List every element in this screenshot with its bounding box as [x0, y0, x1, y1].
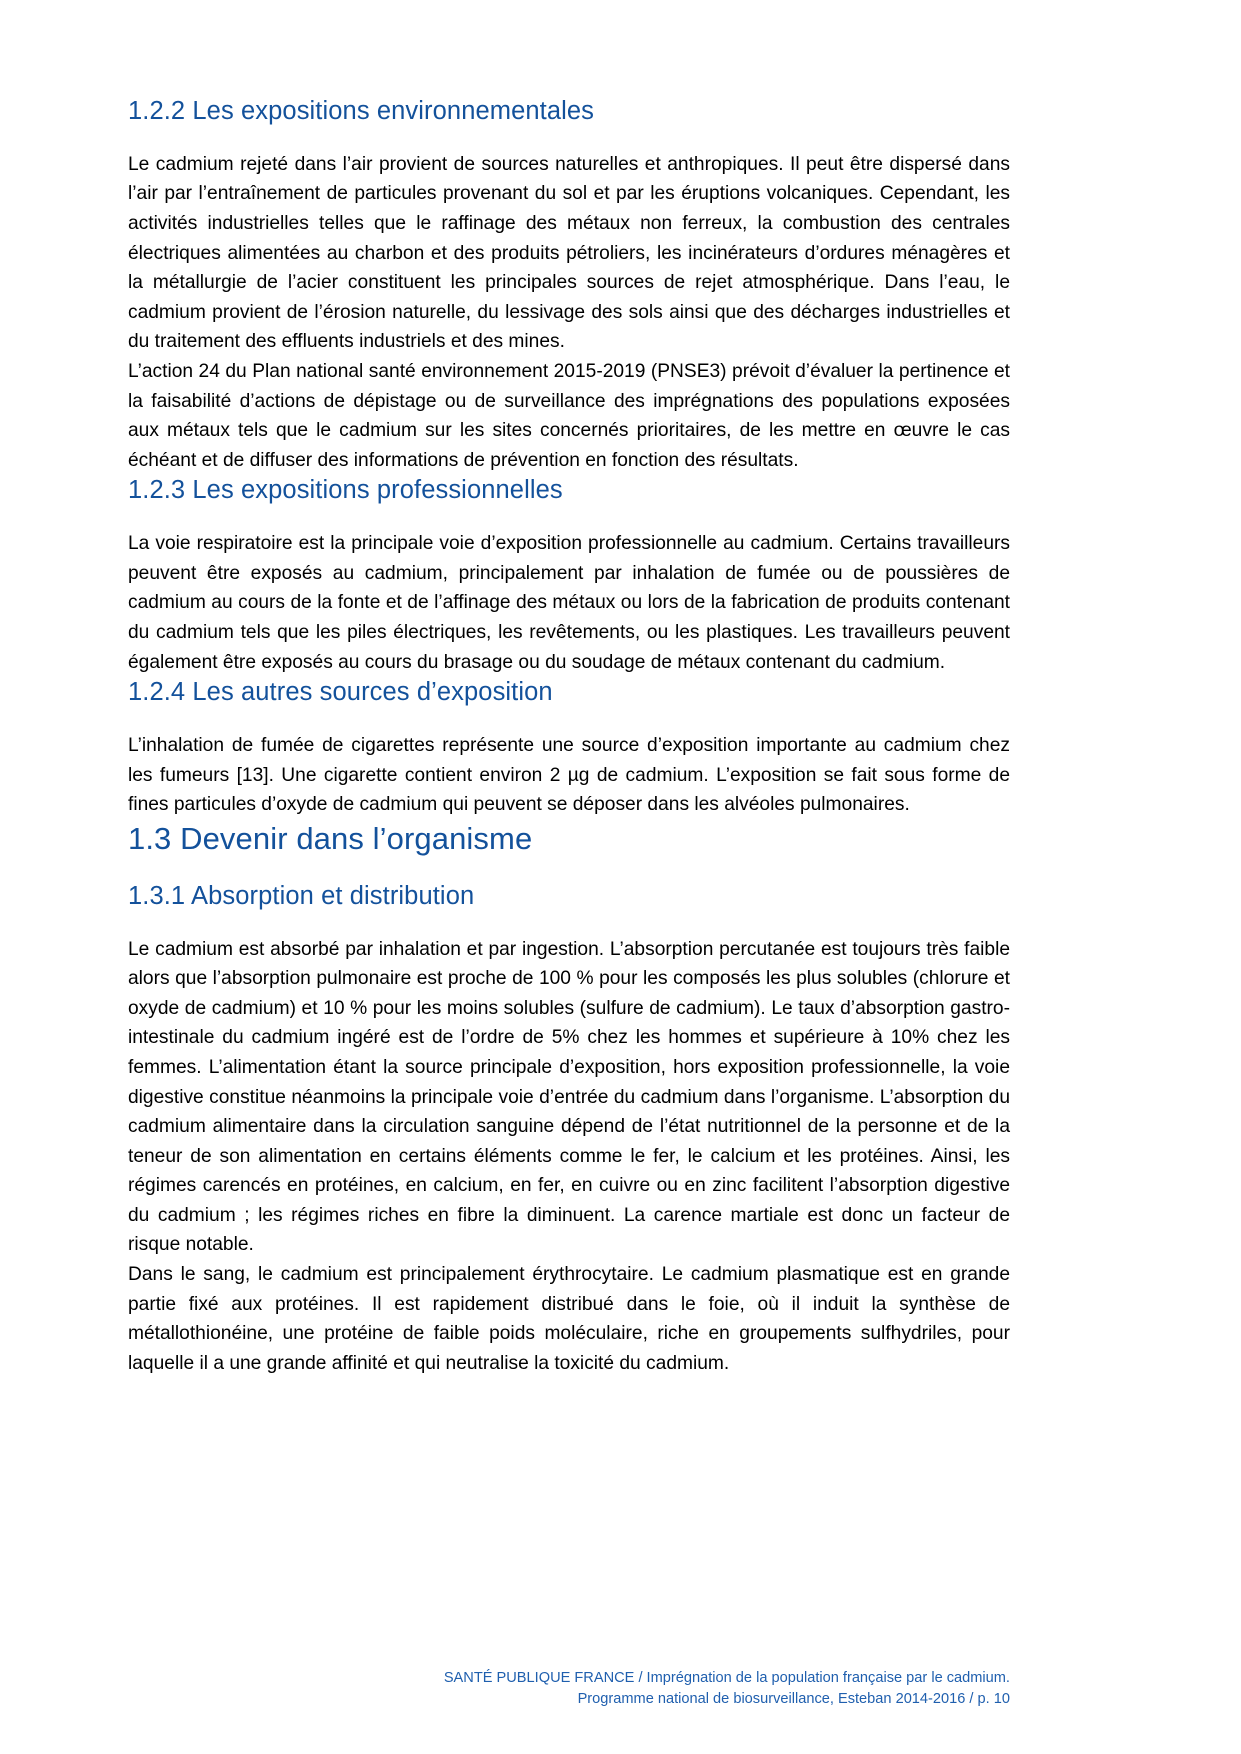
paragraph-122-2: L’action 24 du Plan national santé environnement 2015-2019 (PNSE3) prévoit d’évaluer la pertinence et la faisabilité d’actions de dépistage ou de surveillance des imprégnations des populations exposées aux métaux tels que le cadmium sur les sites concernés prioritaires, de les mettre en œuvre le cas échéant et de diffuser des informations de prévention en fonction des résultats. [128, 361, 1010, 471]
paragraph-122-1: Le cadmium rejeté dans l’air provient de sources naturelles et anthropiques. Il peut être dispersé dans l’air par l’entraînement de particules provenant du sol et par les éruptions volcaniques. Cependant, les activités industrielles telles que le raffinage des métaux non ferreux, la combustion des centrales électriques alimentées au charbon et des produits pétroliers, les incinérateurs d’ordures ménagères et la métallurgie de l’acier constituent les principales sources de rejet atmosphérique. Dans l’eau, le cadmium provient de l’érosion naturelle, du lessivage des sols ainsi que des décharges industrielles et du traitement des effluents industriels et des mines. [128, 153, 1010, 353]
page-footer [128, 1668, 1010, 1710]
footer-line-2: Programme national de biosurveillance, Esteban 2014-2016 / p. 10 [577, 1691, 1010, 1707]
footer-line-1: SANTÉ PUBLIQUE FRANCE / Imprégnation de la population française par le cadmium. [443, 1670, 1010, 1686]
paragraph-131-2: Dans le sang, le cadmium est principalement érythrocytaire. Le cadmium plasmatique est en grande partie fixé aux protéines. Il est rapidement distribué dans le foie, où il induit la synthèse de métallothionéine, une protéine de faible poids moléculaire, riche en groupements sulfhydriles, pour laquelle il a une grande affinité et qui neutralise la toxicité du cadmium. [128, 1264, 1010, 1374]
section-heading-122: 1.2.2 Les expositions environnementales [128, 97, 595, 125]
section-heading-123: 1.2.3 Les expositions professionnelles [128, 476, 563, 505]
section-heading-131: 1.3.1 Absorption et distribution [128, 881, 475, 910]
paragraph-123-1: La voie respiratoire est la principale voie d’exposition professionnelle au cadmium. Certains travailleurs peuvent être exposés au cadmium, principalement par inhalation de fumée ou de poussières de cadmium au cours de la fonte et de l’affinage des métaux ou lors de la fabrication de produits contenant du cadmium tels que les piles électriques, les revêtements, ou les plastiques. Les travailleurs peuvent également être exposés au cours du brasage ou du soudage de métaux contenant du cadmium. [128, 533, 1010, 673]
paragraph-124-1: L’inhalation de fumée de cigarettes représente une source d’exposition importante au cadmium chez les fumeurs [13]. Une cigarette contient environ 2 µg de cadmium. L’exposition se fait sous forme de fines particules d’oxyde de cadmium qui peuvent se déposer dans les alvéoles pulmonaires. [128, 735, 1010, 816]
page-content [128, 96, 1010, 1378]
section-heading-124: 1.2.4 Les autres sources d’exposition [128, 678, 553, 707]
chapter-heading-13: 1.3 Devenir dans l’organisme [128, 820, 533, 856]
paragraph-131-1: Le cadmium est absorbé par inhalation et par ingestion. L’absorption percutanée est toujours très faible alors que l’absorption pulmonaire est proche de 100 % pour les composés les plus solubles (chlorure et oxyde de cadmium) et 10 % pour les moins solubles (sulfure de cadmium). Le taux d’absorption gastro-intestinale du cadmium ingéré est de l’ordre de 5% chez les hommes et supérieure à 10% chez les femmes. L’alimentation étant la source principale d’exposition, hors exposition professionnelle, la voie digestive constitue néanmoins la principale voie d’entrée du cadmium dans l’organisme. L’absorption du cadmium alimentaire dans la circulation sanguine dépend de l’état nutritionnel de la personne et de la teneur de son alimentation en certains éléments comme le fer, le calcium et les protéines. Ainsi, les régimes carencés en protéines, en calcium, en fer, en cuivre ou en zinc facilitent l’absorption digestive du cadmium ; les régimes riches en fibre la diminuent. La carence martiale est donc un facteur de risque notable. [128, 938, 1010, 1256]
